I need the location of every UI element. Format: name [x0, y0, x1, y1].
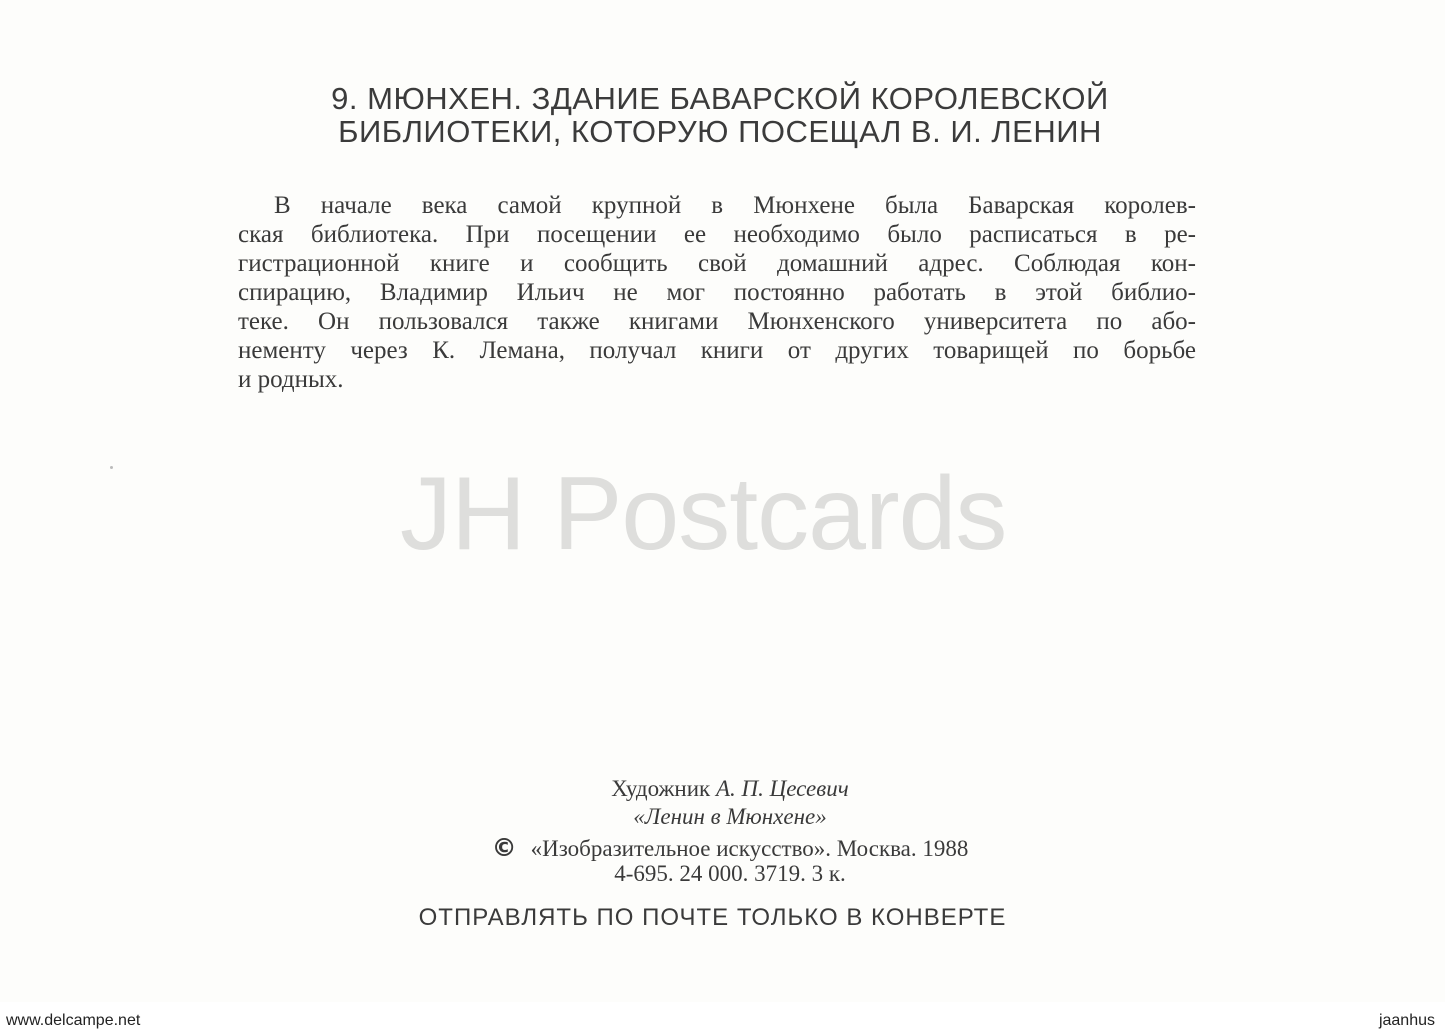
description-text	[238, 191, 1196, 394]
title-line-1: 9. МЮНХЕН. ЗДАНИЕ БАВАРСКОЙ КОРОЛЕВСКОЙ	[331, 81, 1109, 116]
description-line: гистрационной книге и сообщить свой домашний адрес. Соблюдая кон-	[238, 250, 1196, 277]
footer-seller: jaanhus	[1378, 1012, 1435, 1029]
print-code: 4-695. 24 000. 3719. 3 к.	[614, 861, 846, 886]
speck	[110, 466, 113, 469]
title-line-2: БИБЛИОТЕКИ, КОТОРУЮ ПОСЕЩАЛ В. И. ЛЕНИН	[338, 114, 1102, 149]
publisher-line	[380, 833, 1080, 862]
description-line: В начале века самой крупной в Мюнхене была Баварская королев-	[274, 192, 1196, 219]
description-line: теке. Он пользовался также книгами Мюнхенского университета по або-	[238, 308, 1196, 335]
painting-title: «Ленин в Мюнхене»	[633, 804, 827, 829]
watermark: JH Postcards	[400, 456, 1007, 572]
artist-credit	[380, 776, 1080, 802]
description-line: и родных.	[238, 366, 344, 393]
mailing-notice: ОТПРАВЛЯТЬ ПО ПОЧТЕ ТОЛЬКО В КОНВЕРТЕ	[418, 904, 1007, 931]
copyright-icon: ©	[491, 833, 517, 862]
publisher: «Изобразительное искусство». Москва. 1988	[530, 836, 969, 861]
description-line: нементу через К. Лемана, получал книги от других товарищей по борьбе	[238, 337, 1196, 364]
artist-prefix: Художник	[611, 776, 711, 801]
description-line: спирацию, Владимир Ильич не мог постоянно работать в этой библио-	[238, 279, 1196, 306]
footer-strip	[0, 1002, 1445, 1036]
footer-site-link[interactable]: www.delcampe.net	[6, 1012, 141, 1029]
description-line: ская библиотека. При посещении ее необходимо было расписаться в ре-	[238, 221, 1196, 248]
artist-name: А. П. Цесевич	[715, 776, 849, 801]
